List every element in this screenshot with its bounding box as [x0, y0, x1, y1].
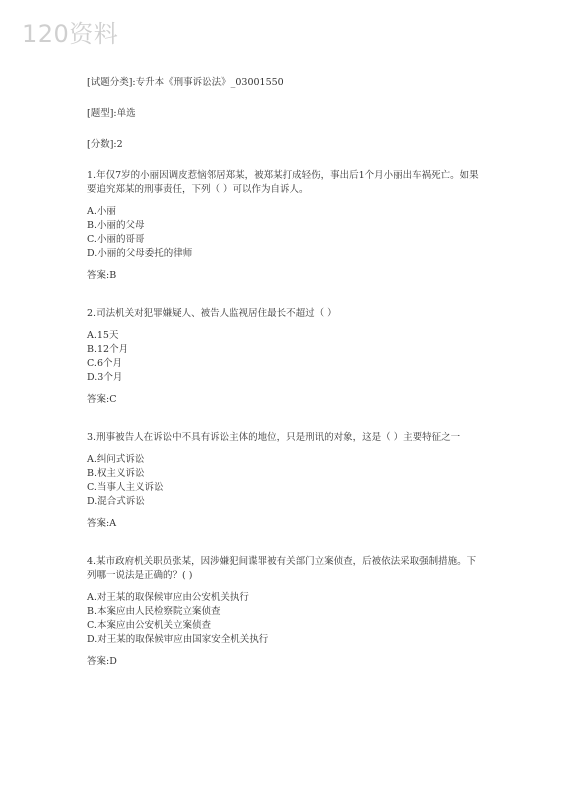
option-d: D.小丽的父母委托的律师 — [87, 248, 193, 259]
question-stem: 2.司法机关对犯罪嫌疑人、被告人监视居住最长不超过（ ） — [87, 308, 337, 319]
option-a: A.15天 — [87, 330, 119, 341]
question-category: [试题分类]:专升本《刑事诉讼法》_03001550 — [87, 77, 284, 88]
document-body — [87, 76, 482, 669]
option-c: C.6个月 — [87, 358, 122, 369]
question-4 — [87, 555, 482, 669]
option-a: A.对王某的取保候审应由公安机关执行 — [87, 592, 249, 603]
option-d: D.混合式诉讼 — [87, 496, 145, 507]
question-score: [分数]:2 — [87, 139, 123, 150]
answer: 答案:B — [87, 270, 117, 281]
option-a: A.纠问式诉讼 — [87, 454, 145, 465]
option-b: B.小丽的父母 — [87, 220, 145, 231]
option-a: A.小丽 — [87, 206, 116, 217]
option-b: B.权主义诉讼 — [87, 468, 145, 479]
watermark-logo: 120资料 — [22, 20, 119, 48]
question-2 — [87, 307, 482, 407]
option-b: B.12个月 — [87, 344, 129, 355]
option-c: C.当事人主义诉讼 — [87, 482, 164, 493]
option-b: B.本案应由人民检察院立案侦查 — [87, 606, 221, 617]
answer: 答案:D — [87, 656, 117, 667]
question-type: [题型]:单选 — [87, 108, 136, 119]
answer: 答案:A — [87, 518, 117, 529]
question-stem: 1.年仅7岁的小丽因调皮惹恼邻居郑某，被郑某打成轻伤，事出后1个月小丽出车祸死亡。如果要追究郑某的刑事责任，下列（ ）可以作为自诉人。 — [87, 170, 479, 195]
option-c: C.本案应由公安机关立案侦查 — [87, 620, 211, 631]
question-1 — [87, 169, 482, 283]
question-stem: 4.某市政府机关职员张某，因涉嫌犯间谍罪被有关部门立案侦查，后被依法采取强制措施。下列哪一说法是正确的？( ) — [87, 556, 477, 581]
answer: 答案:C — [87, 394, 117, 405]
option-d: D.对王某的取保候审应由国家安全机关执行 — [87, 634, 269, 645]
option-d: D.3个月 — [87, 372, 123, 383]
question-stem: 3.刑事被告人在诉讼中不具有诉讼主体的地位，只是刑讯的对象，这是（ ）主要特征之一 — [87, 432, 461, 443]
question-3 — [87, 431, 482, 531]
option-c: C.小丽的哥哥 — [87, 234, 145, 245]
